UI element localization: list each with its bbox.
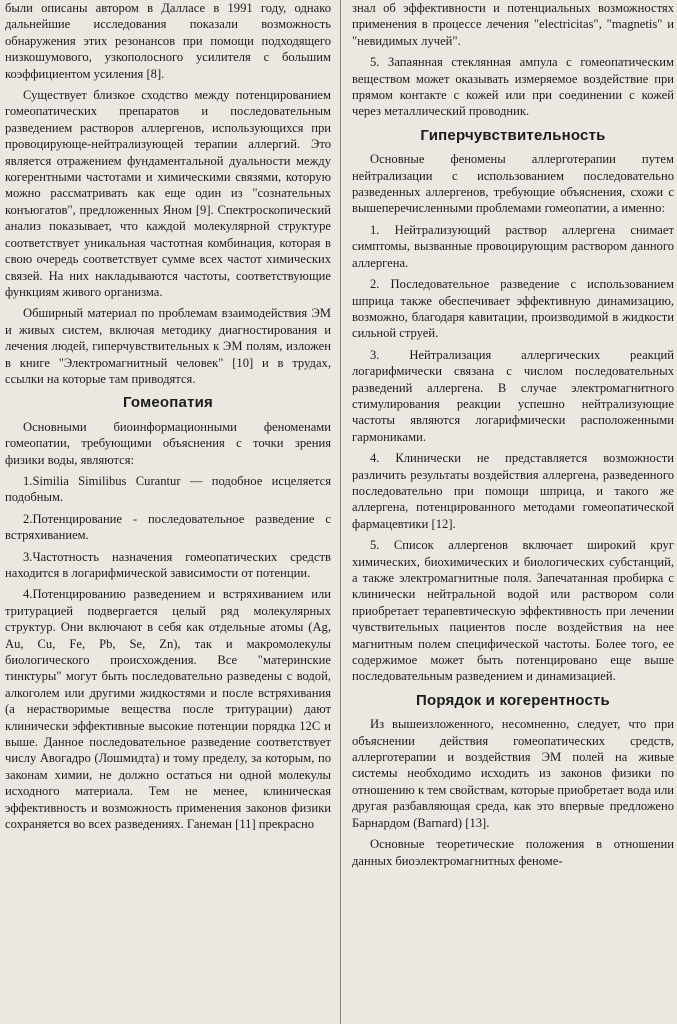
- list-item: 2. Последовательное разведение с использованием шприца также обеспечивает эффективную динамизацию, возможно, благодаря кавитации, производимой в жидкости сильной струей.: [352, 277, 674, 341]
- right-column: [352, 0, 674, 874]
- list-item: 5. Запаянная стеклянная ампула с гомеопатическим веществом может оказывать измеряемое воздействие при прямом контакте с кожей или при соединении с кожей через металлический проводник.: [352, 55, 674, 119]
- list-item: 4. Клинически не представляется возможности различить результаты воздействия аллергена, разведенного последовательно при помощи шприца, и такого же аллергена, потенцированного методами гомеопатической фармацевтики [12].: [352, 451, 674, 531]
- list-item: 2.Потенцирование - последовательное разведение с встряхиванием.: [5, 511, 331, 543]
- left-column: [5, 0, 331, 838]
- paragraph: Существует близкое сходство между потенцированием гомеопатических препаратов и последовательным разведением растворов аллергенов, использующихся при провоцирующе-нейтрализующей терапии аллергий. Это является отражением фундаментальной дуальности между когерентными частотами и химическими связями, которую можно рассматривать как еще один из "сознательных конъюгатов", предложенных Яном [9]. Спектроскопический анализ показывает, что каждой молекулярной структуре соответствует уникальная частотная комбинация, которая в свою очередь соответствует сумме всех частот химических связей. На них накладываются частоты, соответствующие функциям живого организма.: [5, 88, 331, 299]
- paragraph: были описаны автором в Далласе в 1991 году, однако дальнейшие исследования показали возможность обнаружения этих резонансов при помощи подходящего низкошумового, узкополосного усилителя с большим коэффициентом усиления [8].: [5, 1, 331, 81]
- list-item: 4.Потенцированию разведением и встряхиванием или тритурацией подвергается целый ряд молекулярных структур. Они включают в себя как отдельные атомы (Ag, Au, Cu, Fe, Pb, Se, Zn), так и макромолекулы биологического происхождения. Все "материнские тинктуры" могут быть последовательно разведены с водой, алкоголем или другими жидкостями и после встряхивания (а нерастворимые вещества после тритурации) дают клинически эффективные высокие потенции порядка 12С и выше. Данное последовательное разведение соответствует числу Авогадро (Лошмидта) и тому пределу, за которым, по законам химии, не должно остаться ни одной молекулы исходного материала. Тем не менее, клиническая эффективность и возможность применения законов физики сохраняется во всех разведениях. Ганеман [11] прекрасно: [5, 587, 331, 832]
- section-heading-homeopathy: Гомеопатия: [122, 394, 214, 412]
- paragraph: Основные теоретические положения в отношении данных биоэлектромагнитных феноме-: [352, 837, 674, 868]
- list-item: 1. Нейтрализующий раствор аллергена снимает симптомы, вызванные провоцирующим раствором данного аллергена.: [352, 222, 674, 270]
- list-item: 5. Список аллергенов включает широкий круг химических, биохимических и биологических субстанций, а также электромагнитные поля. Запечатанная пробирка с клинически нейтральной водой или раствором соли приобретает терапевтическую эффективность при лечении чувствительных пациентов после воздействия на нее магнитным полем специфической частоты. Более того, ее содержимое может быть потенцировано еще выше последовательным разведением и динамизацией.: [352, 538, 674, 684]
- paragraph: знал об эффективности и потенциальных возможностях применения в процессе лечения "electricitas", "magnetis" и "невидимых лучей".: [352, 1, 674, 48]
- paragraph: Основными биоинформационными феноменами гомеопатии, требующими объяснения с точки зрения физики воды, являются:: [5, 419, 331, 467]
- section-heading-coherence: Порядок и когерентность: [416, 691, 610, 709]
- paragraph: Обширный материал по проблемам взаимодействия ЭМ и живых систем, включая методику диагностирования и лечения людей, гиперчувствительных к ЭМ полям, изложен в книге "Электромагнитный человек" [10] и в трудах, ссылки на которые там приводятся.: [5, 306, 331, 386]
- list-item: 3.Частотность назначения гомеопатических средств находится в логарифмической зависимости от потенции.: [5, 549, 331, 580]
- paragraph: Из вышеизложенного, несомненно, следует, что при объяснении действия гомеопатических средств, аллерготерапии и воздействия ЭМ полей на живые системы необходимо исходить из законов физики по отношению к тем свойствам, которые приобретает вода или другая разбавляющая среда, как это впервые предложено Барнардом (Barnard) [13].: [352, 717, 674, 830]
- section-heading-hypersensitivity: Гиперчувствительность: [420, 126, 606, 144]
- paragraph: Основные феномены аллерготерапии путем нейтрализации с использованием последовательно разведенных аллергенов, требующие объяснения, схожи с вышеперечисленными проблемами гомеопатии, а именно:: [352, 152, 674, 216]
- list-item: 1.Similia Similibus Curantur — подобное исцеляется подобным.: [5, 473, 331, 505]
- column-divider: [340, 0, 341, 1024]
- list-item: 3. Нейтрализация аллергических реакций логарифмически связана с числом последовательных разведений аллергена. В случае электромагнитного стимулирования реакции успешно нейтрализующие частоты являются логарифмически расположенными гармониками.: [352, 347, 674, 444]
